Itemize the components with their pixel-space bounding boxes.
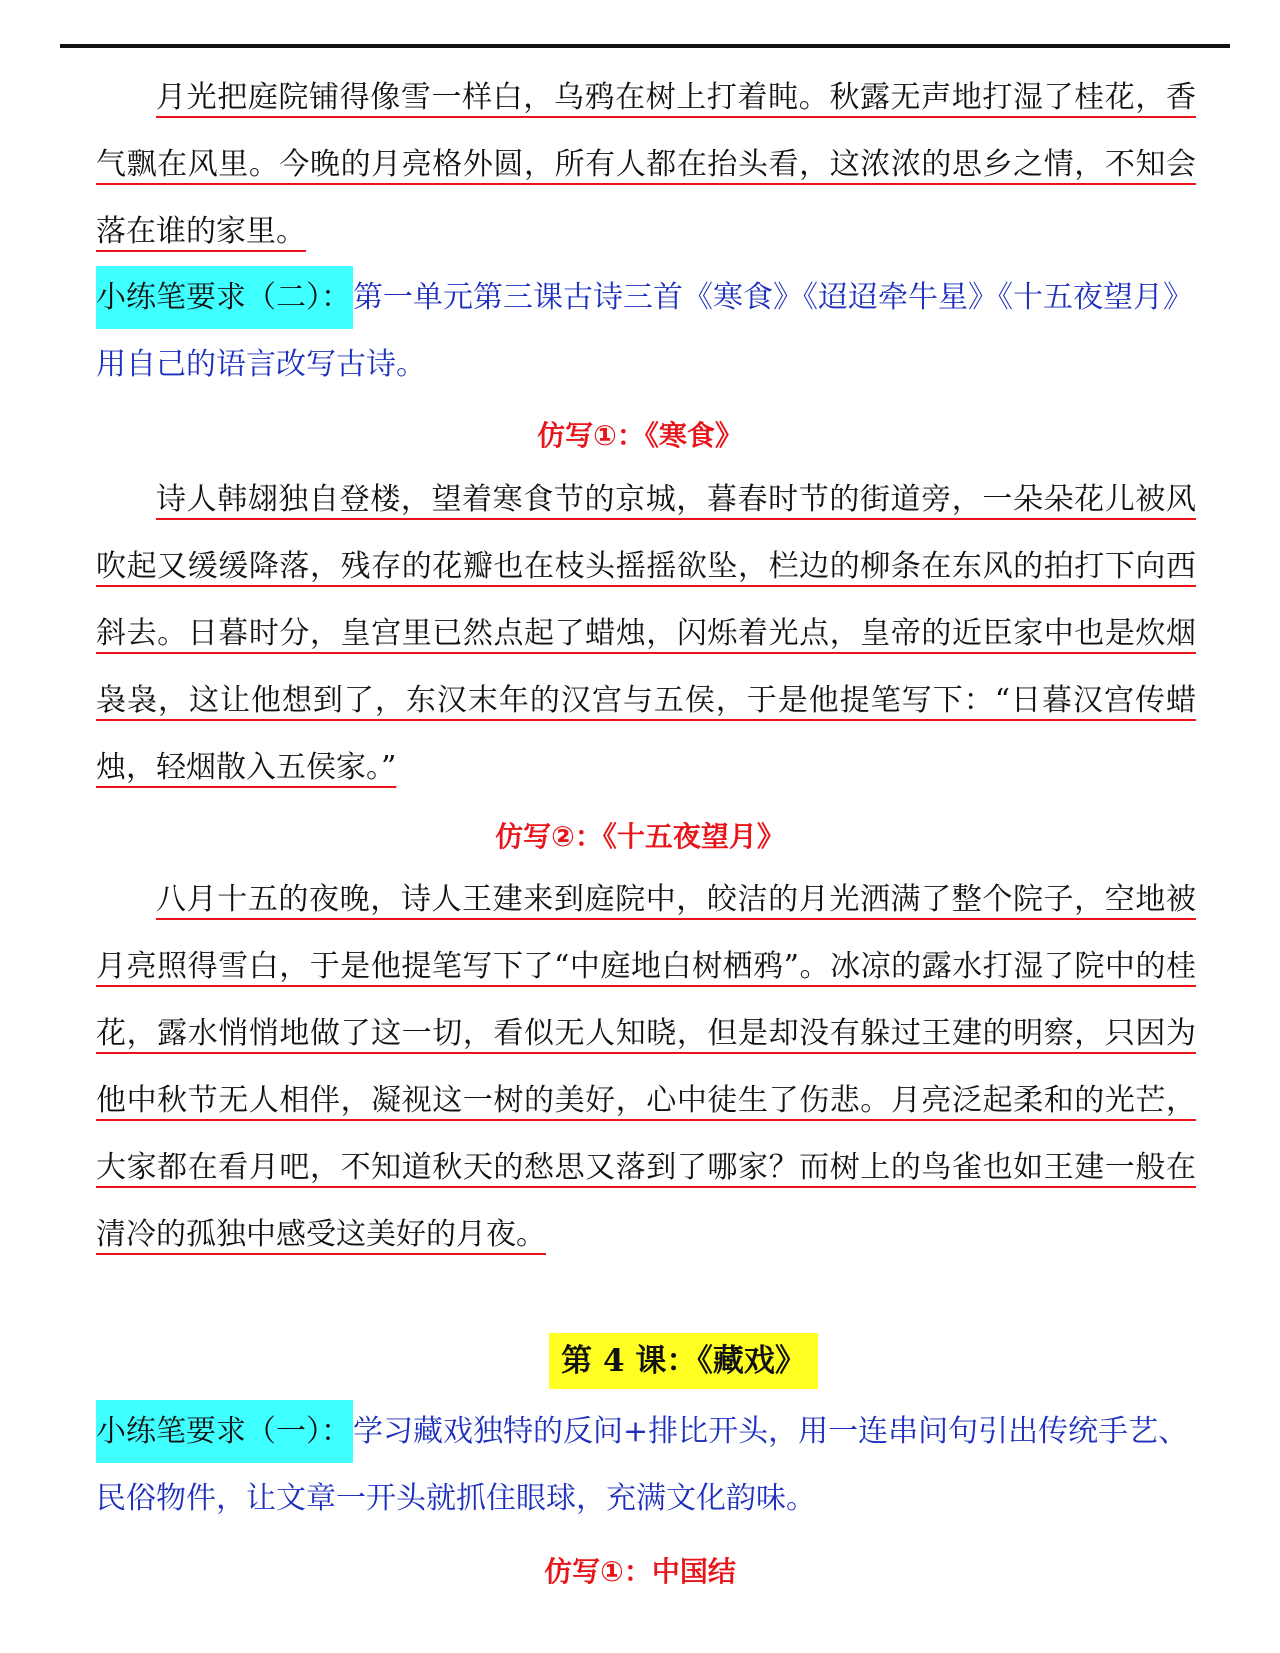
paragraph-moonlight-text: 月光把庭院铺得像雪一样白，乌鸦在树上打着盹。秋露无声地打湿了桂花，香气飘在风里。今晚的月亮格外圆，所有人都在抬头看，这浓浓的思乡之情，不知会落在谁的家里。 [96,80,1196,249]
requirement-one [96,1398,1196,1532]
paragraph-moon-text: 八月十五的夜晚，诗人王建来到庭院中，皎洁的月光洒满了整个院子，空地被月亮照得雪白，于是他提笔写下了“中庭地白树栖鸦”。冰凉的露水打湿了院中的桂花，露水悄悄地做了这一切，看似无人知晓，但是却没有躲过王建的明察，只因为他中秋节无人相伴，凝视这一树的美好，心中徒生了伤悲。月亮泛起柔和的光芒，大家都在看月吧，不知道秋天的愁思又落到了哪家？而树上的鸟雀也如王建一般在清冷的孤独中感受这美好的月夜。 [96,882,1196,1252]
paragraph-moonlight [96,64,1196,265]
requirement-two [96,264,1196,398]
paragraph-moon [96,866,1196,1268]
imitation-hanshi-heading: 仿写①：《寒食》 [537,419,743,452]
requirement-two-text: 第一单元第三课古诗三首《寒食》《迢迢牵牛星》《十五夜望月》用自己的语言改写古诗。 [96,280,1193,382]
imitation-moon-heading: 仿写②：《十五夜望月》 [495,820,785,853]
paragraph-hanshi [96,466,1196,801]
requirement-one-text: 学习藏戏独特的反问+排比开头，用一连串问句引出传统手艺、民俗物件，让文章一开头就抓住眼球，充满文化韵味。 [96,1414,1189,1516]
lesson-4-heading: 第 4 课：《藏戏》 [549,1333,818,1389]
imitation-knot-heading: 仿写①：中国结 [544,1555,736,1588]
requirement-one-label: 小练笔要求（一）： [96,1400,353,1463]
top-rule [60,44,1230,48]
requirement-two-label: 小练笔要求（二）： [96,266,353,329]
paragraph-hanshi-text: 诗人韩翃独自登楼，望着寒食节的京城，暮春时节的街道旁，一朵朵花儿被风吹起又缓缓降落，残存的花瓣也在枝头摇摇欲坠，栏边的柳条在东风的拍打下向西斜去。日暮时分，皇宫里已然点起了蜡烛，闪烁着光点，皇帝的近臣家中也是炊烟袅袅，这让他想到了，东汉末年的汉宫与五侯，于是他提笔写下：“日暮汉宫传蜡烛，轻烟散入五侯家。” [96,482,1196,785]
